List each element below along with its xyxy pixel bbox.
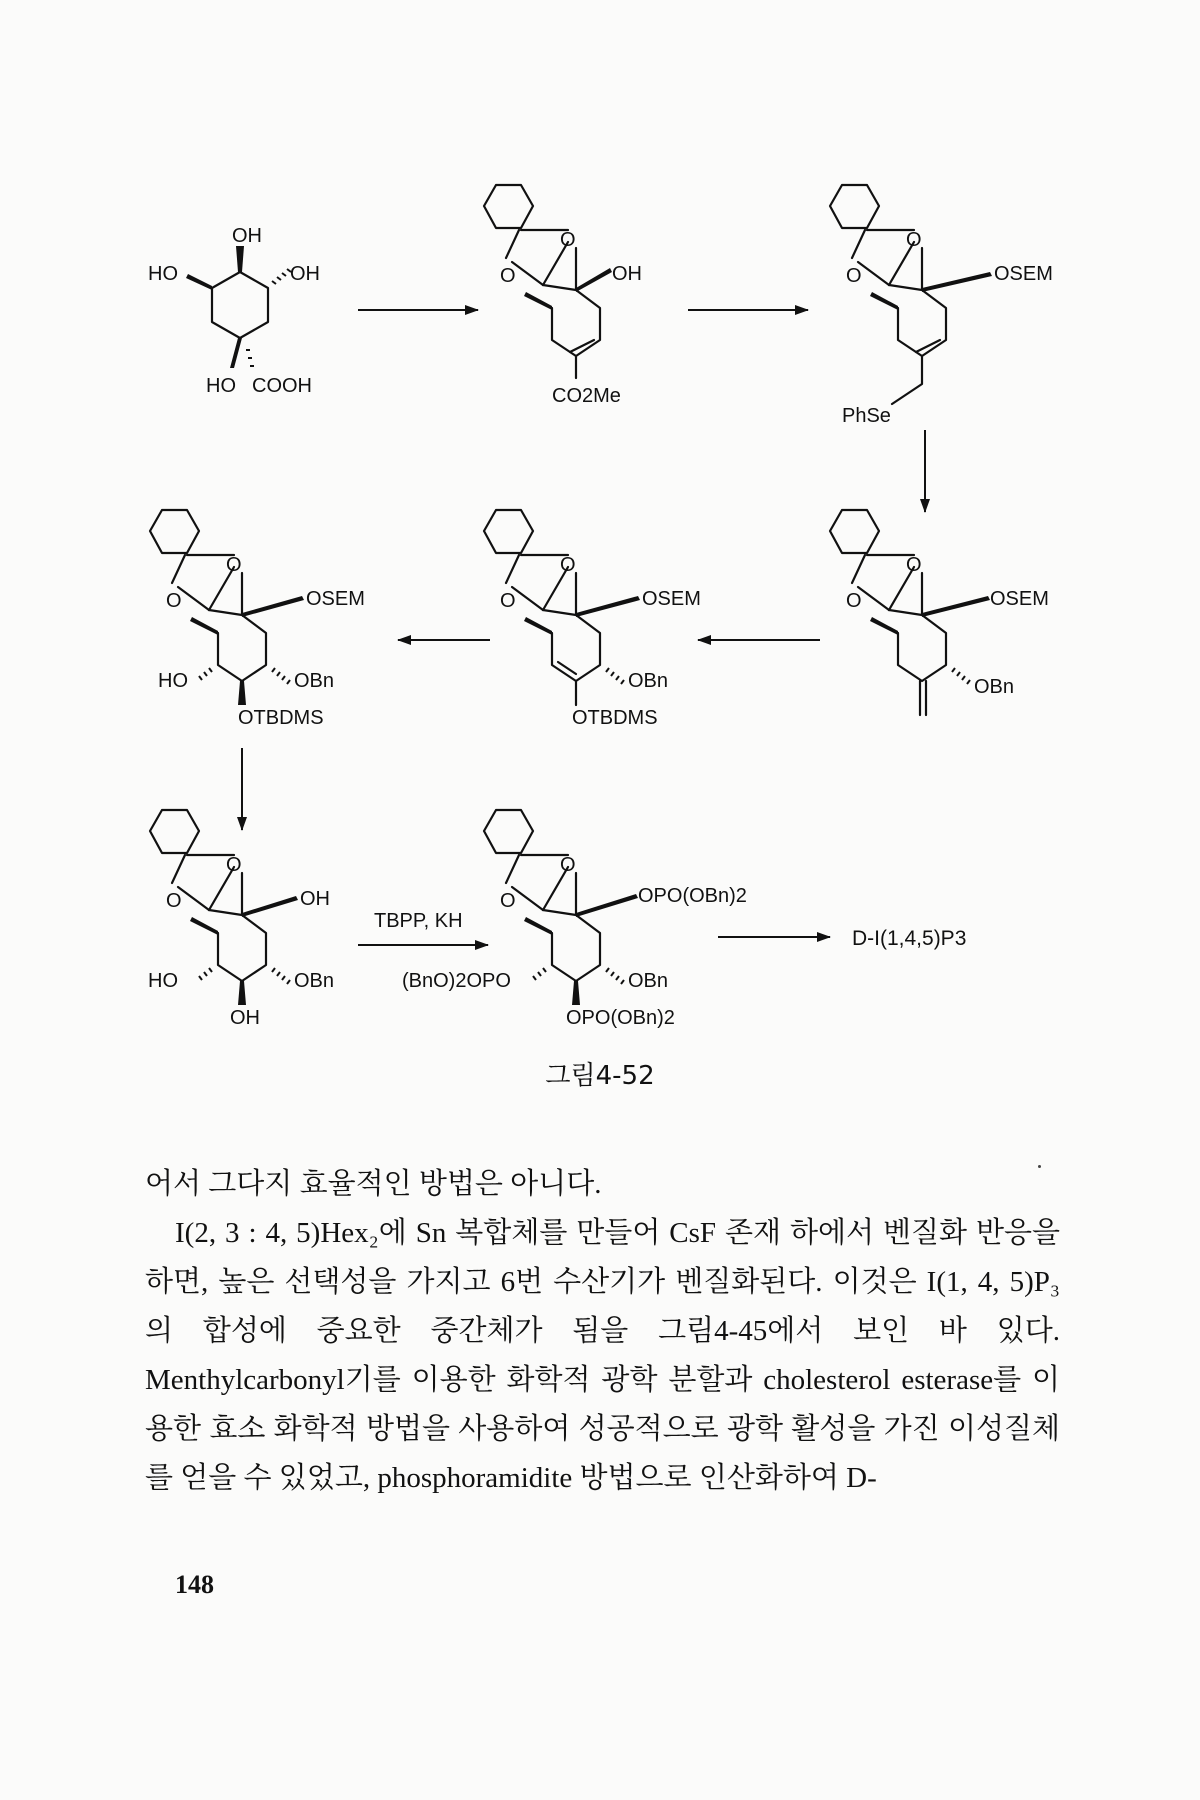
label-oh: OH bbox=[612, 263, 642, 285]
molecule-quinic-acid bbox=[148, 225, 320, 397]
label-otbdms: OTBDMS bbox=[572, 707, 658, 729]
label-bno2opo: (BnO)2OPO bbox=[402, 970, 511, 992]
molecule-triol bbox=[148, 810, 334, 1029]
label-o: O bbox=[500, 890, 516, 912]
label-cooh: COOH bbox=[252, 375, 312, 397]
label-oh: OH bbox=[300, 888, 330, 910]
label-obn: OBn bbox=[294, 970, 335, 992]
label-otbdms: OTBDMS bbox=[238, 707, 324, 729]
label-oh: OH bbox=[290, 263, 320, 285]
figure-caption: 그림4-52 bbox=[545, 1061, 655, 1091]
reagent-label: TBPP, KH bbox=[374, 910, 463, 932]
label-oh: OH bbox=[232, 225, 262, 247]
label-o: O bbox=[500, 265, 516, 287]
label-osem: OSEM bbox=[642, 588, 701, 610]
label-o: O bbox=[906, 229, 922, 251]
label-osem: OSEM bbox=[990, 588, 1049, 610]
body-text bbox=[145, 1160, 1060, 1503]
label-o: O bbox=[906, 554, 922, 576]
label-o: O bbox=[560, 854, 576, 876]
product-label: D-I(1,4,5)P3 bbox=[852, 927, 967, 950]
label-opo-obn2: OPO(OBn)2 bbox=[638, 885, 747, 907]
label-osem: OSEM bbox=[306, 588, 365, 610]
label-o: O bbox=[166, 590, 182, 612]
molecule-exo-methylene bbox=[830, 510, 1049, 715]
label-osem: OSEM bbox=[994, 263, 1053, 285]
page-number: 148 bbox=[175, 1570, 214, 1599]
label-obn: OBn bbox=[294, 670, 335, 692]
label-o: O bbox=[226, 854, 242, 876]
label-oh: OH bbox=[230, 1007, 260, 1029]
label-o: O bbox=[846, 590, 862, 612]
label-ho: HO bbox=[148, 263, 178, 285]
molecule-ketal-ester bbox=[484, 185, 642, 407]
label-ho: HO bbox=[158, 670, 188, 692]
molecule-silyl-enol-ether bbox=[484, 510, 701, 729]
molecule-hydroxy-silyl bbox=[150, 510, 365, 729]
label-phse: PhSe bbox=[842, 405, 891, 427]
label-obn: OBn bbox=[628, 970, 669, 992]
label-obn: OBn bbox=[974, 676, 1015, 698]
label-o: O bbox=[500, 590, 516, 612]
label-ho: HO bbox=[206, 375, 236, 397]
paragraph: I(2, 3 : 4, 5)Hex₂에 Sn 복합체를 만들어 CsF 존재 하에서 벤질화 반응을 하면, 높은 선택성을 가지고 6번 수산기가 벤질화된다. 이것은 I(1, 4, 5)P₃의 합성에 중요한 중간체가 됨을 그림4-45에서 보인 바 있다. Menthylcarbonyl기를 이용한 화학적 광학 분할과 cholesterol esterase를 이용한 효소 화학적 방법을 사용하여 성공적으로 광학 활성을 가진 이성질체를 얻을 수 있었고, phosphoramidite 방법으로 인산화하여 D- bbox=[145, 1217, 1060, 1494]
paragraph: 어서 그다지 효율적인 방법은 아니다. bbox=[145, 1168, 602, 1200]
label-opo-obn2: OPO(OBn)2 bbox=[566, 1007, 675, 1029]
label-o: O bbox=[166, 890, 182, 912]
label-obn: OBn bbox=[628, 670, 669, 692]
label-ho: HO bbox=[148, 970, 178, 992]
label-o: O bbox=[560, 554, 576, 576]
label-o: O bbox=[846, 265, 862, 287]
molecule-phse bbox=[830, 185, 1053, 427]
label-co2me: CO2Me bbox=[552, 385, 621, 407]
label-o: O bbox=[560, 229, 576, 251]
label-o: O bbox=[226, 554, 242, 576]
